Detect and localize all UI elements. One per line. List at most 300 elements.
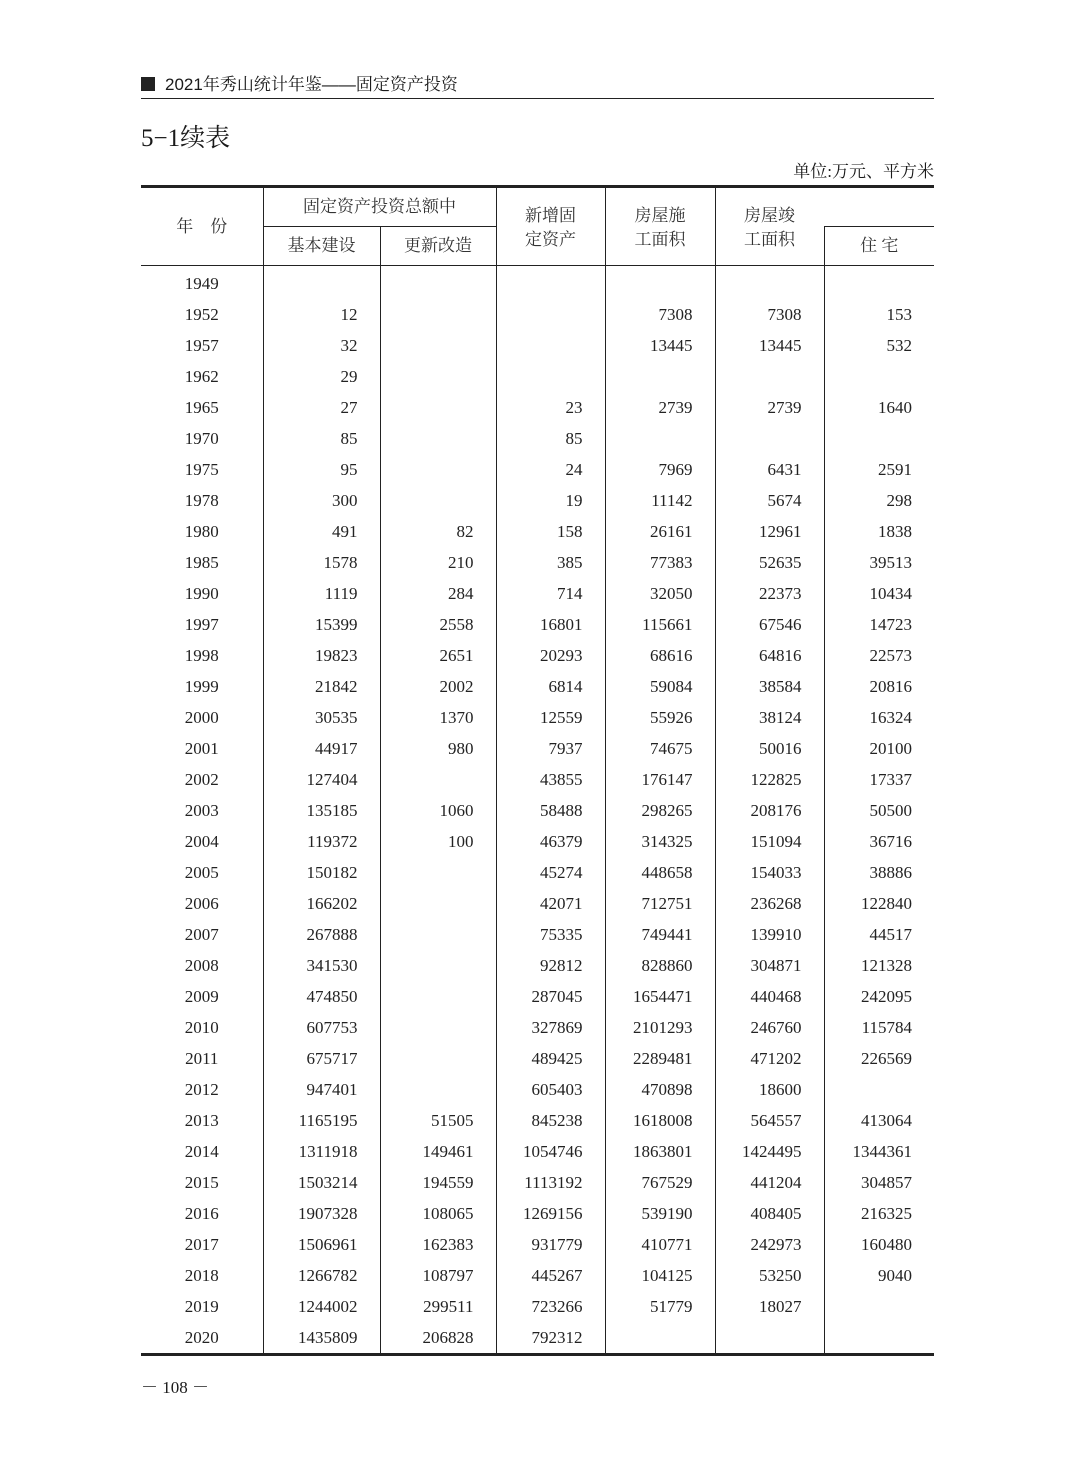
cell-new-fixed-assets: 75335: [496, 919, 605, 950]
table-row: [141, 609, 934, 640]
table-row: [141, 1198, 934, 1229]
cell-floor-under-construction: 13445: [605, 330, 715, 361]
cell-floor-completed: 38584: [715, 671, 824, 702]
cell-renovation: 1060: [380, 795, 496, 826]
cell-basic-construction: 1907328: [263, 1198, 380, 1229]
table-row: [141, 1229, 934, 1260]
cell-floor-under-construction: 26161: [605, 516, 715, 547]
cell-floor-completed: 122825: [715, 764, 824, 795]
running-head: [141, 70, 934, 99]
cell-year: 2002: [184, 769, 219, 789]
cell-renovation: [380, 392, 496, 423]
table-row: [141, 981, 934, 1012]
cell-new-fixed-assets: 19: [496, 485, 605, 516]
cell-residential: 9040: [824, 1260, 934, 1291]
cell-year: 2001: [184, 738, 219, 758]
cell-floor-under-construction: 104125: [605, 1260, 715, 1291]
cell-residential: 160480: [824, 1229, 934, 1260]
cell-renovation: 51505: [380, 1105, 496, 1136]
cell-year: 1990: [184, 583, 219, 603]
cell-basic-construction: 12: [263, 299, 380, 330]
cell-floor-completed: 304871: [715, 950, 824, 981]
header-floor-completed-label: 房屋竣 工面积: [744, 206, 795, 249]
cell-floor-under-construction: [605, 361, 715, 392]
cell-renovation: [380, 1012, 496, 1043]
header-new-fixed-assets: [496, 187, 605, 266]
cell-floor-under-construction: [605, 423, 715, 454]
table-row: [141, 1136, 934, 1167]
cell-floor-completed: 12961: [715, 516, 824, 547]
cell-renovation: 980: [380, 733, 496, 764]
cell-new-fixed-assets: 845238: [496, 1105, 605, 1136]
cell-renovation: 194559: [380, 1167, 496, 1198]
cell-residential: 304857: [824, 1167, 934, 1198]
cell-basic-construction: 1435809: [263, 1322, 380, 1355]
cell-new-fixed-assets: 45274: [496, 857, 605, 888]
cell-floor-under-construction: 74675: [605, 733, 715, 764]
header-floor-under-construction: [605, 187, 715, 266]
cell-basic-construction: 15399: [263, 609, 380, 640]
cell-residential: 226569: [824, 1043, 934, 1074]
cell-new-fixed-assets: 287045: [496, 981, 605, 1012]
cell-residential: 298: [824, 485, 934, 516]
cell-basic-construction: 300: [263, 485, 380, 516]
cell-basic-construction: 1165195: [263, 1105, 380, 1136]
cell-residential: 122840: [824, 888, 934, 919]
cell-floor-completed: 441204: [715, 1167, 824, 1198]
cell-renovation: [380, 764, 496, 795]
cell-new-fixed-assets: 7937: [496, 733, 605, 764]
cell-floor-under-construction: [605, 266, 715, 300]
cell-new-fixed-assets: 445267: [496, 1260, 605, 1291]
cell-residential: 10434: [824, 578, 934, 609]
cell-basic-construction: 19823: [263, 640, 380, 671]
cell-floor-completed: 1424495: [715, 1136, 824, 1167]
cell-floor-completed: 2739: [715, 392, 824, 423]
header-basic-construction: 基本建设: [263, 227, 380, 266]
cell-basic-construction: 1578: [263, 547, 380, 578]
cell-year: 2013: [184, 1110, 219, 1130]
cell-new-fixed-assets: 385: [496, 547, 605, 578]
cell-residential: 14723: [824, 609, 934, 640]
cell-floor-under-construction: 1654471: [605, 981, 715, 1012]
cell-floor-under-construction: 2739: [605, 392, 715, 423]
cell-floor-completed: 139910: [715, 919, 824, 950]
cell-residential: 153: [824, 299, 934, 330]
header-floor-completed: [715, 187, 824, 266]
cell-basic-construction: 675717: [263, 1043, 380, 1074]
cell-residential: 39513: [824, 547, 934, 578]
cell-year: 2007: [184, 924, 219, 944]
cell-basic-construction: 1266782: [263, 1260, 380, 1291]
cell-renovation: 284: [380, 578, 496, 609]
cell-basic-construction: 491: [263, 516, 380, 547]
cell-basic-construction: 85: [263, 423, 380, 454]
cell-new-fixed-assets: 605403: [496, 1074, 605, 1105]
cell-year: 2004: [184, 831, 219, 851]
cell-year: 1949: [184, 273, 219, 293]
cell-new-fixed-assets: 158: [496, 516, 605, 547]
header-renovation: 更新改造: [380, 227, 496, 266]
table-row: [141, 547, 934, 578]
table-row: [141, 733, 934, 764]
header-residential: 住 宅: [824, 227, 934, 266]
cell-floor-completed: [715, 423, 824, 454]
cell-renovation: [380, 299, 496, 330]
cell-floor-completed: 67546: [715, 609, 824, 640]
table-row: [141, 1260, 934, 1291]
cell-year: 2012: [184, 1079, 219, 1099]
cell-floor-under-construction: 51779: [605, 1291, 715, 1322]
cell-floor-under-construction: 2289481: [605, 1043, 715, 1074]
cell-floor-under-construction: 712751: [605, 888, 715, 919]
cell-new-fixed-assets: 23: [496, 392, 605, 423]
cell-renovation: [380, 950, 496, 981]
cell-new-fixed-assets: 723266: [496, 1291, 605, 1322]
cell-new-fixed-assets: 24: [496, 454, 605, 485]
cell-residential: 1838: [824, 516, 934, 547]
table-row: [141, 361, 934, 392]
cell-renovation: [380, 485, 496, 516]
cell-residential: 16324: [824, 702, 934, 733]
cell-new-fixed-assets: 714: [496, 578, 605, 609]
table-row: [141, 578, 934, 609]
cell-floor-under-construction: 32050: [605, 578, 715, 609]
cell-basic-construction: 166202: [263, 888, 380, 919]
cell-year: 2019: [184, 1296, 219, 1316]
header-floor-under-construction-label: 房屋施 工面积: [634, 206, 686, 249]
cell-residential: 532: [824, 330, 934, 361]
cell-residential: 1640: [824, 392, 934, 423]
cell-residential: 1344361: [824, 1136, 934, 1167]
cell-renovation: [380, 454, 496, 485]
table-row: [141, 1167, 934, 1198]
table-row: [141, 764, 934, 795]
cell-basic-construction: 1506961: [263, 1229, 380, 1260]
cell-renovation: 162383: [380, 1229, 496, 1260]
cell-year: 2005: [184, 862, 219, 882]
cell-basic-construction: 474850: [263, 981, 380, 1012]
cell-basic-construction: [263, 266, 380, 300]
header-year: 年 份: [141, 187, 263, 266]
table-row: [141, 266, 934, 300]
cell-floor-completed: 246760: [715, 1012, 824, 1043]
cell-floor-under-construction: 2101293: [605, 1012, 715, 1043]
cell-floor-completed: 53250: [715, 1260, 824, 1291]
cell-new-fixed-assets: 1113192: [496, 1167, 605, 1198]
cell-floor-completed: 151094: [715, 826, 824, 857]
table-row: [141, 299, 934, 330]
cell-floor-under-construction: [605, 1322, 715, 1355]
cell-new-fixed-assets: 327869: [496, 1012, 605, 1043]
cell-renovation: [380, 919, 496, 950]
cell-basic-construction: 1503214: [263, 1167, 380, 1198]
cell-renovation: 82: [380, 516, 496, 547]
cell-floor-under-construction: 539190: [605, 1198, 715, 1229]
cell-year: 1997: [184, 614, 219, 634]
cell-new-fixed-assets: 43855: [496, 764, 605, 795]
cell-new-fixed-assets: 1054746: [496, 1136, 605, 1167]
cell-floor-completed: 50016: [715, 733, 824, 764]
cell-basic-construction: 135185: [263, 795, 380, 826]
cell-year: 2010: [184, 1017, 219, 1037]
cell-renovation: 2651: [380, 640, 496, 671]
cell-floor-under-construction: 828860: [605, 950, 715, 981]
header-group-total: 固定资产投资总额中: [263, 187, 496, 227]
cell-renovation: 2002: [380, 671, 496, 702]
cell-year: 2008: [184, 955, 219, 975]
cell-new-fixed-assets: 92812: [496, 950, 605, 981]
cell-basic-construction: 95: [263, 454, 380, 485]
cell-floor-under-construction: 7969: [605, 454, 715, 485]
cell-floor-completed: [715, 1322, 824, 1355]
cell-residential: 413064: [824, 1105, 934, 1136]
cell-renovation: [380, 330, 496, 361]
cell-new-fixed-assets: [496, 361, 605, 392]
cell-floor-completed: 18027: [715, 1291, 824, 1322]
cell-residential: [824, 1074, 934, 1105]
table-row: [141, 950, 934, 981]
cell-renovation: 149461: [380, 1136, 496, 1167]
cell-year: 1999: [184, 676, 219, 696]
cell-renovation: [380, 857, 496, 888]
cell-floor-completed: 208176: [715, 795, 824, 826]
header-new-fixed-assets-label: 新增固 定资产: [525, 206, 576, 249]
cell-new-fixed-assets: 42071: [496, 888, 605, 919]
cell-basic-construction: 267888: [263, 919, 380, 950]
cell-floor-completed: 18600: [715, 1074, 824, 1105]
cell-residential: 22573: [824, 640, 934, 671]
cell-floor-under-construction: 767529: [605, 1167, 715, 1198]
table-row: [141, 640, 934, 671]
table-row: [141, 1322, 934, 1355]
cell-floor-under-construction: 448658: [605, 857, 715, 888]
table-row: [141, 392, 934, 423]
cell-new-fixed-assets: [496, 299, 605, 330]
cell-year: 2020: [141, 1322, 263, 1355]
table-row: [141, 1012, 934, 1043]
cell-floor-under-construction: 749441: [605, 919, 715, 950]
cell-residential: 20816: [824, 671, 934, 702]
cell-floor-completed: 408405: [715, 1198, 824, 1229]
cell-year: 2015: [184, 1172, 219, 1192]
cell-floor-under-construction: 1618008: [605, 1105, 715, 1136]
cell-residential: 50500: [824, 795, 934, 826]
cell-year: 1975: [184, 459, 219, 479]
cell-floor-under-construction: 314325: [605, 826, 715, 857]
cell-residential: 121328: [824, 950, 934, 981]
table-row: [141, 671, 934, 702]
cell-renovation: 100: [380, 826, 496, 857]
table-row: [141, 795, 934, 826]
cell-year: 1978: [184, 490, 219, 510]
table-row: [141, 1043, 934, 1074]
cell-year: 2017: [184, 1234, 219, 1254]
cell-year: 1998: [184, 645, 219, 665]
table-body: [141, 266, 934, 1355]
cell-floor-completed: 564557: [715, 1105, 824, 1136]
cell-renovation: 108065: [380, 1198, 496, 1229]
cell-year: 2011: [185, 1048, 219, 1068]
cell-year: 1962: [184, 366, 219, 386]
table-row: [141, 454, 934, 485]
cell-floor-under-construction: 470898: [605, 1074, 715, 1105]
running-head-title: 2021年秀山统计年鉴——固定资产投资: [165, 75, 458, 94]
table-row: [141, 1291, 934, 1322]
cell-year: 1965: [184, 397, 219, 417]
cell-year: 2009: [184, 986, 219, 1006]
table-row: [141, 1105, 934, 1136]
cell-floor-under-construction: 68616: [605, 640, 715, 671]
cell-year: 2018: [184, 1265, 219, 1285]
cell-year: 1952: [184, 304, 219, 324]
cell-basic-construction: 1311918: [263, 1136, 380, 1167]
cell-basic-construction: 1119: [263, 578, 380, 609]
cell-floor-completed: 7308: [715, 299, 824, 330]
table-row: [141, 330, 934, 361]
cell-basic-construction: 150182: [263, 857, 380, 888]
cell-new-fixed-assets: 85: [496, 423, 605, 454]
cell-floor-under-construction: 1863801: [605, 1136, 715, 1167]
cell-floor-completed: 38124: [715, 702, 824, 733]
cell-new-fixed-assets: 20293: [496, 640, 605, 671]
cell-floor-completed: [715, 361, 824, 392]
cell-floor-under-construction: 59084: [605, 671, 715, 702]
cell-renovation: [380, 266, 496, 300]
cell-renovation: 2558: [380, 609, 496, 640]
cell-renovation: 1370: [380, 702, 496, 733]
cell-floor-completed: 154033: [715, 857, 824, 888]
cell-basic-construction: 30535: [263, 702, 380, 733]
page-number: － 108 －: [141, 1378, 209, 1397]
cell-renovation: [380, 423, 496, 454]
unit-label: 单位:万元、平方米: [793, 162, 934, 181]
cell-floor-completed: 440468: [715, 981, 824, 1012]
cell-floor-completed: 22373: [715, 578, 824, 609]
cell-floor-under-construction: 55926: [605, 702, 715, 733]
cell-floor-under-construction: 410771: [605, 1229, 715, 1260]
cell-residential: 115784: [824, 1012, 934, 1043]
cell-residential: 17337: [824, 764, 934, 795]
cell-new-fixed-assets: 12559: [496, 702, 605, 733]
table-row: [141, 485, 934, 516]
cell-floor-under-construction: 176147: [605, 764, 715, 795]
table-row: [141, 826, 934, 857]
cell-residential: 20100: [824, 733, 934, 764]
cell-residential: [824, 1291, 934, 1322]
cell-new-fixed-assets: [496, 330, 605, 361]
cell-residential: 242095: [824, 981, 934, 1012]
cell-residential: 2591: [824, 454, 934, 485]
table-row: [141, 888, 934, 919]
cell-floor-completed: 5674: [715, 485, 824, 516]
cell-basic-construction: 947401: [263, 1074, 380, 1105]
cell-new-fixed-assets: [496, 266, 605, 300]
cell-new-fixed-assets: 792312: [496, 1322, 605, 1355]
square-bullet-icon: [141, 77, 155, 91]
cell-year: 2003: [184, 800, 219, 820]
cell-basic-construction: 127404: [263, 764, 380, 795]
cell-floor-under-construction: 298265: [605, 795, 715, 826]
cell-residential: [824, 266, 934, 300]
cell-basic-construction: 1244002: [263, 1291, 380, 1322]
cell-floor-under-construction: 7308: [605, 299, 715, 330]
cell-basic-construction: 607753: [263, 1012, 380, 1043]
table-row: [141, 919, 934, 950]
cell-floor-completed: 471202: [715, 1043, 824, 1074]
table-row: [141, 1074, 934, 1105]
cell-year: 1985: [184, 552, 219, 572]
cell-residential: [824, 361, 934, 392]
cell-basic-construction: 341530: [263, 950, 380, 981]
cell-floor-completed: 13445: [715, 330, 824, 361]
cell-floor-under-construction: 11142: [605, 485, 715, 516]
cell-new-fixed-assets: 58488: [496, 795, 605, 826]
header-residential-blank: [824, 187, 934, 227]
cell-residential: 44517: [824, 919, 934, 950]
cell-renovation: 299511: [380, 1291, 496, 1322]
cell-new-fixed-assets: 16801: [496, 609, 605, 640]
table-row: [141, 702, 934, 733]
cell-renovation: [380, 1074, 496, 1105]
cell-year: 1957: [184, 335, 219, 355]
cell-renovation: 108797: [380, 1260, 496, 1291]
table-row: [141, 857, 934, 888]
cell-renovation: [380, 981, 496, 1012]
cell-floor-under-construction: 115661: [605, 609, 715, 640]
cell-basic-construction: 29: [263, 361, 380, 392]
cell-residential: 38886: [824, 857, 934, 888]
table-row: [141, 516, 934, 547]
cell-floor-completed: 236268: [715, 888, 824, 919]
cell-renovation: [380, 361, 496, 392]
cell-basic-construction: 44917: [263, 733, 380, 764]
cell-renovation: 206828: [380, 1322, 496, 1355]
cell-residential: 36716: [824, 826, 934, 857]
table-title: 5−1续表: [141, 125, 231, 152]
cell-floor-completed: 52635: [715, 547, 824, 578]
statistics-table: [141, 185, 934, 1356]
cell-year: 2000: [184, 707, 219, 727]
table-row: [141, 423, 934, 454]
cell-residential: [824, 423, 934, 454]
cell-new-fixed-assets: 46379: [496, 826, 605, 857]
cell-new-fixed-assets: 6814: [496, 671, 605, 702]
cell-year: 2016: [184, 1203, 219, 1223]
cell-floor-completed: 64816: [715, 640, 824, 671]
cell-residential: 216325: [824, 1198, 934, 1229]
cell-year: 2014: [184, 1141, 219, 1161]
cell-new-fixed-assets: 489425: [496, 1043, 605, 1074]
cell-floor-completed: 242973: [715, 1229, 824, 1260]
cell-residential: [824, 1322, 934, 1355]
cell-floor-completed: 6431: [715, 454, 824, 485]
cell-basic-construction: 27: [263, 392, 380, 423]
cell-renovation: 210: [380, 547, 496, 578]
cell-basic-construction: 21842: [263, 671, 380, 702]
cell-renovation: [380, 888, 496, 919]
cell-year: 1970: [184, 428, 219, 448]
cell-floor-completed: [715, 266, 824, 300]
cell-basic-construction: 119372: [263, 826, 380, 857]
cell-renovation: [380, 1043, 496, 1074]
cell-basic-construction: 32: [263, 330, 380, 361]
cell-year: 2006: [184, 893, 219, 913]
cell-new-fixed-assets: 931779: [496, 1229, 605, 1260]
cell-floor-under-construction: 77383: [605, 547, 715, 578]
cell-new-fixed-assets: 1269156: [496, 1198, 605, 1229]
cell-year: 1980: [184, 521, 219, 541]
